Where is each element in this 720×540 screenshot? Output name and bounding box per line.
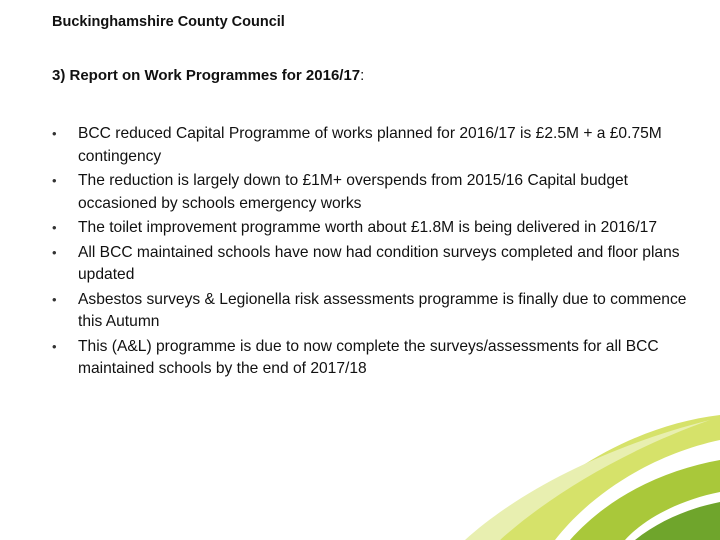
bullet-text: This (A&L) programme is due to now complete the surveys/assessments for all BCC maintained schools by the end of 2017/18	[78, 337, 659, 377]
bullet-item	[52, 242, 692, 287]
bullet-text: The reduction is largely down to £1M+ overspends from 2015/16 Capital budget occasioned by schools emergency works	[78, 172, 629, 212]
bullet-item	[52, 123, 692, 168]
bullet-icon: •	[52, 244, 57, 260]
bullet-text: Asbestos surveys & Legionella risk assessments programme is finally due to commence this Autumn	[78, 290, 687, 330]
slide-title	[52, 67, 364, 84]
bullet-icon: •	[52, 220, 57, 235]
slide-title-text: 3) Report on Work Programmes for 2016/17	[52, 67, 361, 84]
slide-title-colon: :	[360, 67, 365, 84]
bullet-item	[52, 289, 692, 334]
bullet-text: The toilet improvement programme worth about £1.8M is being delivered in 2016/17	[78, 219, 658, 236]
green-swoosh-icon	[460, 380, 720, 540]
bullet-icon: •	[52, 338, 57, 354]
bullet-list	[52, 123, 692, 383]
bullet-icon: •	[52, 291, 57, 307]
bullet-item	[52, 170, 692, 215]
bullet-text: BCC reduced Capital Programme of works planned for 2016/17 is £2.5M + a £0.75M contingency	[78, 125, 662, 165]
bullet-item	[52, 217, 692, 240]
bullet-text: All BCC maintained schools have now had condition surveys completed and floor plans updated	[78, 243, 680, 283]
bullet-item	[52, 336, 692, 381]
organization-name: Buckinghamshire County Council	[52, 14, 285, 30]
bullet-icon: •	[52, 126, 57, 141]
bullet-icon: •	[52, 173, 57, 188]
